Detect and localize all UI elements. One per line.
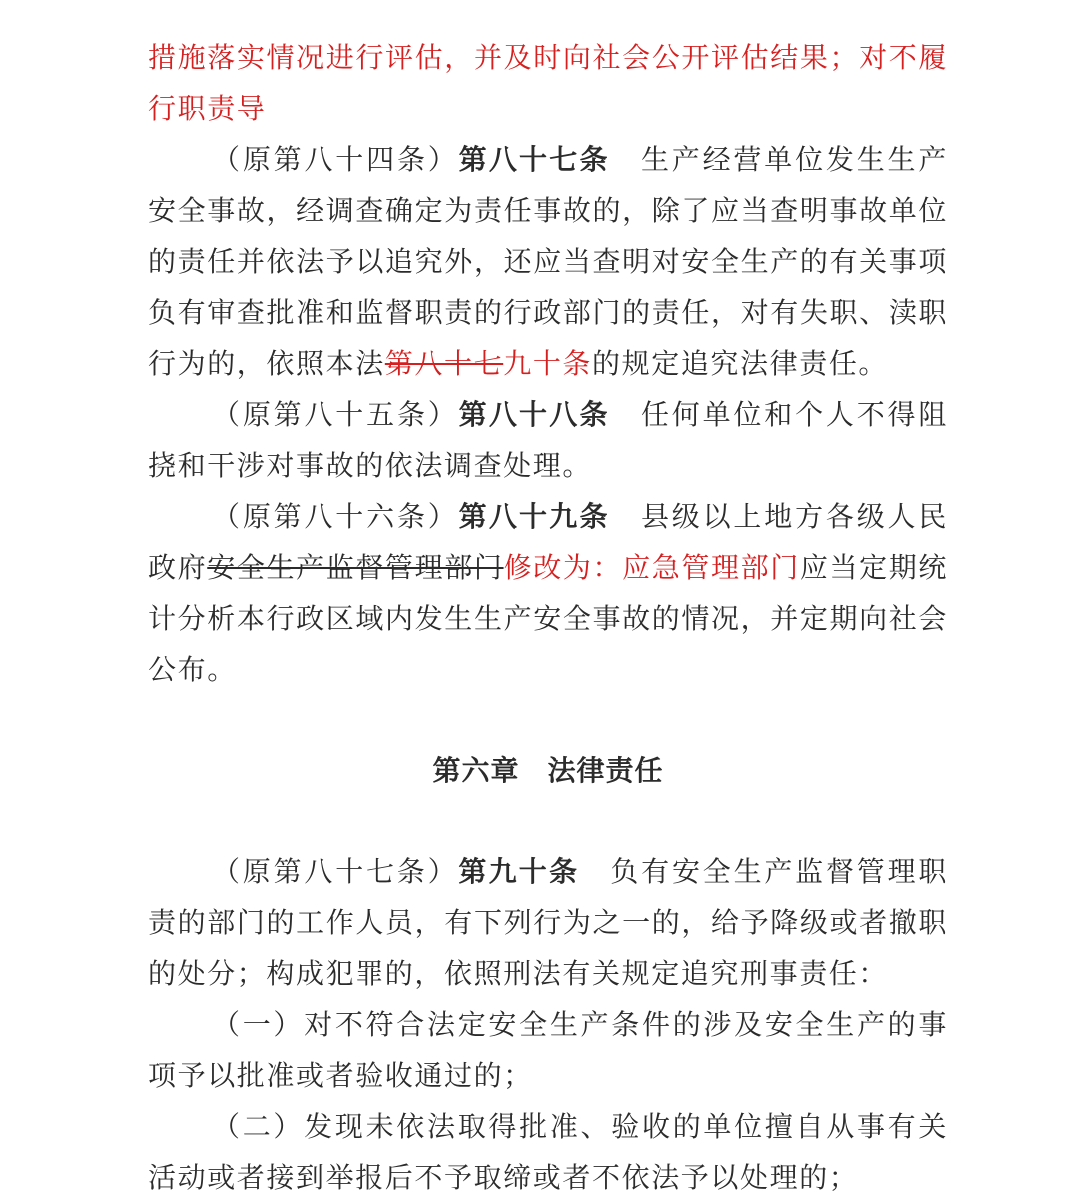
chapter-title: 法律责任 (547, 754, 664, 787)
article-number: 第八十八条 (458, 398, 610, 431)
article-88 (148, 389, 948, 491)
article-number: 第八十九条 (458, 500, 610, 533)
article-text: 负有安全生产监督管理职责的部门的工作人员，有下列行为之一的，给予降级或者撤职的处分；构成犯罪的，依照刑法有关规定追究刑事责任： (148, 855, 948, 990)
deleted-text: 安全生产监督管理部门 (207, 551, 504, 584)
article-text: 生产经营单位发生生产安全事故，经调查确定为责任事故的，除了应当查明事故单位的责任并依法予以追究外，还应当查明对安全生产的有关事项负有审查批准和监督职责的行政部门的责任，对有失职、渎职行为的，依照本法 (148, 143, 948, 380)
amendment-text: 措施落实情况进行评估，并及时向社会公开评估结果；对不履行职责导 (148, 41, 948, 125)
deleted-text: 第八十七 (384, 347, 504, 380)
document-page (148, 32, 948, 1203)
article-90-item-2 (148, 1101, 948, 1203)
original-article-ref: （原第八十六条） (212, 500, 459, 533)
amendment-paragraph (148, 32, 948, 134)
article-90 (148, 846, 948, 999)
list-item-text: （一）对不符合法定安全生产条件的涉及安全生产的事项予以批准或者验收通过的； (148, 1008, 948, 1092)
chapter-heading (148, 745, 948, 796)
article-text-end: 应当定期统计分析本行政区域内发生生产安全事故的情况，并定期向社会公布。 (148, 551, 948, 686)
article-text-end: 的规定追究法律责任。 (592, 347, 889, 380)
original-article-ref: （原第八十七条） (212, 855, 459, 888)
article-text: 任何单位和个人不得阻挠和干涉对事故的依法调查处理。 (148, 398, 948, 482)
original-article-ref: （原第八十五条） (212, 398, 459, 431)
inserted-text: 修改为：应急管理部门 (503, 551, 800, 584)
list-item-text: （二）发现未依法取得批准、验收的单位擅自从事有关活动或者接到举报后不予取缔或者不依法予以处理的； (148, 1110, 948, 1194)
article-number: 第八十七条 (458, 143, 610, 176)
article-87 (148, 134, 948, 389)
original-article-ref: （原第八十四条） (212, 143, 459, 176)
article-text: 县级以上地方各级人民政府 (148, 500, 948, 584)
article-number: 第九十条 (458, 855, 580, 888)
article-89 (148, 491, 948, 695)
chapter-number: 第六章 (432, 754, 520, 787)
article-90-item-1 (148, 999, 948, 1101)
inserted-text: 九十条 (503, 347, 593, 380)
